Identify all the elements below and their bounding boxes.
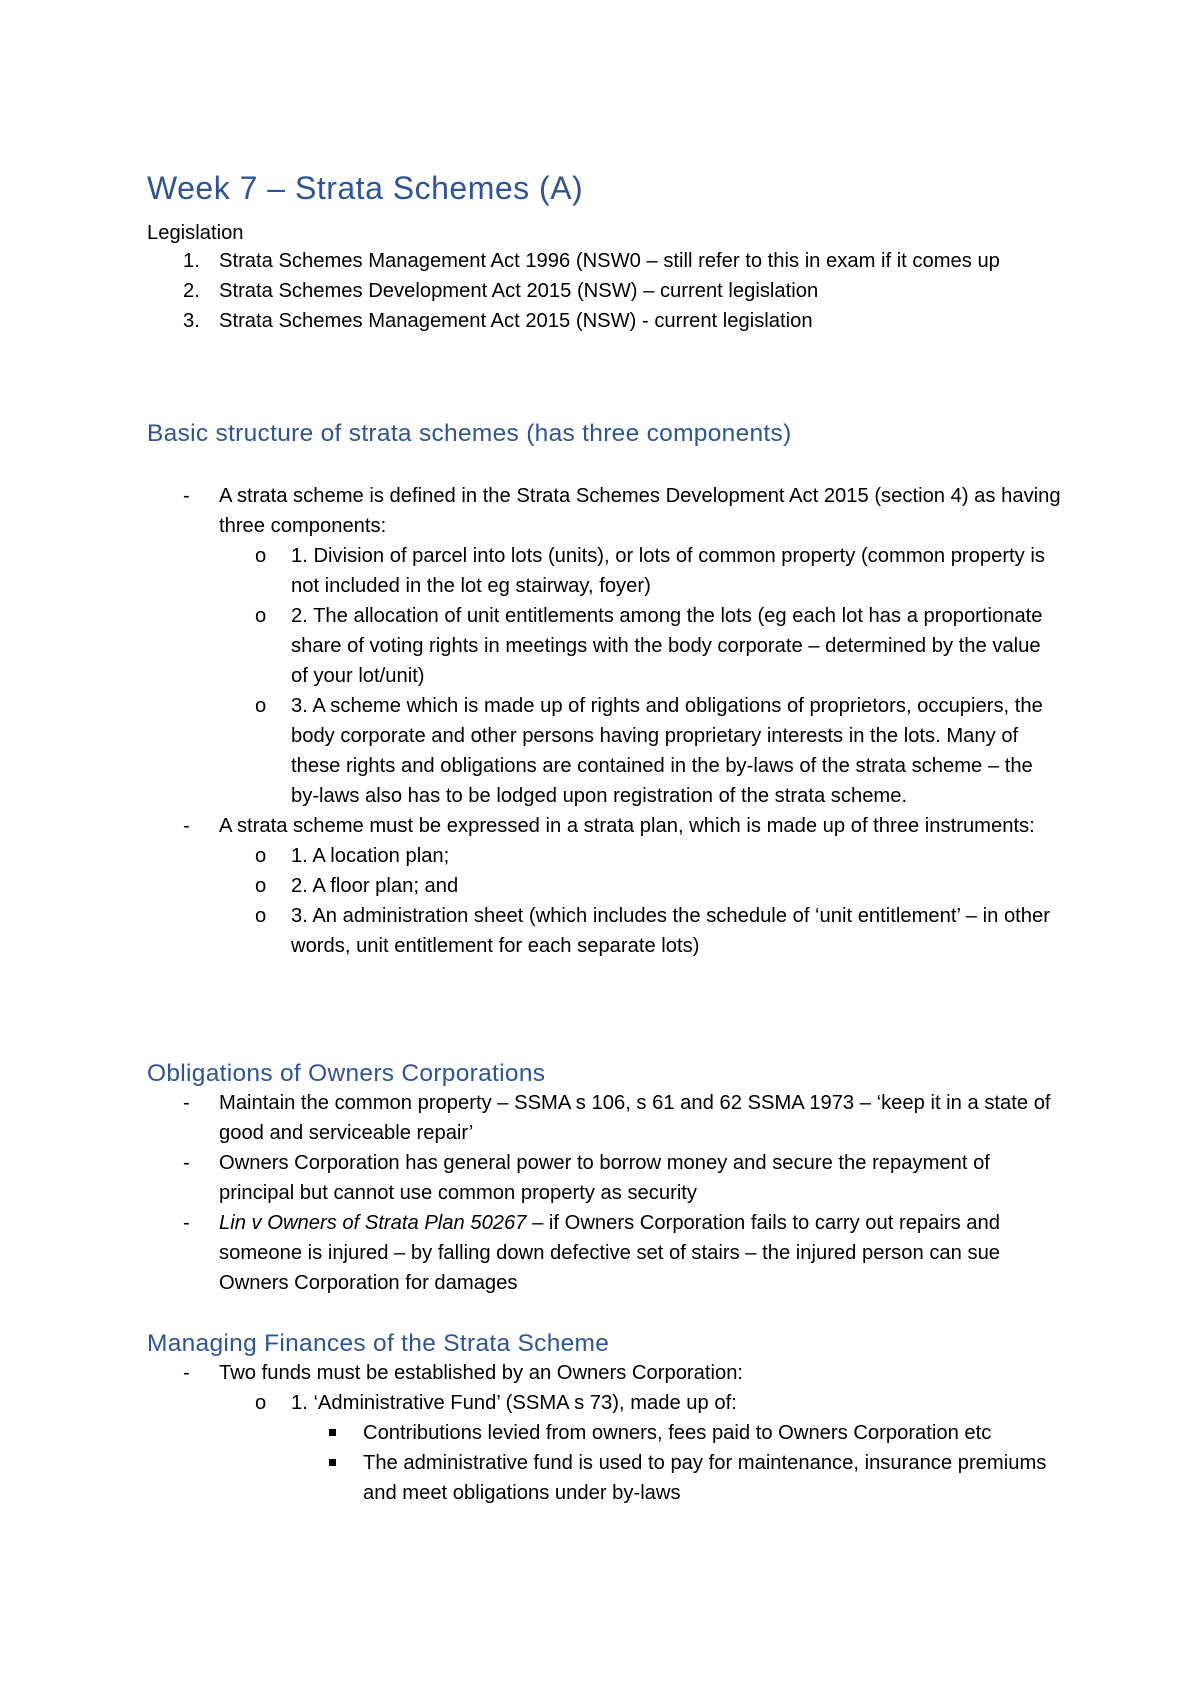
components-sublist — [219, 541, 1062, 811]
list-item: - A strata scheme must be expressed in a strata plan, which is made up of three instruments: o 1. A location plan; o 2. A floor plan; and o 3. An administration sheet (which includes the schedule of ‘unit entitlement’ – in other words, unit entitlement for each separate lots) — [147, 811, 1062, 961]
fund-points-list — [291, 1418, 1062, 1508]
section-heading-obligations: Obligations of Owners Corporations — [147, 1060, 546, 1087]
case-name: Lin v Owners of Strata Plan 50267 — [219, 1212, 527, 1234]
square-bullet-icon — [329, 1429, 336, 1436]
list-item: - Owners Corporation has general power to borrow money and secure the repayment of principal but cannot use common property as security — [183, 1152, 990, 1204]
section-heading-finances: Managing Finances of the Strata Scheme — [147, 1330, 610, 1357]
legislation-label: Legislation — [147, 222, 244, 244]
list-item: - A strata scheme is defined in the Strata Schemes Development Act 2015 (section 4) as having three components: o 1. Division of parcel into lots (units), or lots of common property (common property is not included in the lot eg stairway, foyer) o 2. The allocation of unit entitlements among the lots (eg each lot has a proportionate share of voting rights in meetings with the body corporate – determined by the value of your lot/unit) o 3. A scheme which is made up of rights and obligations of proprietors, occupiers, the body corporate and other persons having proprietary interests in the lots. Many of these rights and obligations are contained in the by-laws of the strata scheme – the by-laws also has to be lodged upon registration of the strata scheme. — [147, 481, 1062, 811]
list-item: o 1. ‘Administrative Fund’ (SSMA s 73), made up of: Contributions levied from owners, fees paid to Owners Corporation etc The administrative fund is used to pay for maintenance, insurance premiums and meet obligations under by-laws — [219, 1388, 1062, 1508]
list-item: 3. Strata Schemes Management Act 2015 (NSW) - current legislation — [183, 310, 813, 332]
list-item: - Lin v Owners of Strata Plan 50267 – if Owners Corporation fails to carry out repairs and someone is injured – by falling down defective set of stairs – the injured person can sue Owners Corporation for damages — [183, 1212, 1001, 1294]
obligations-list — [147, 1088, 1062, 1298]
list-item: - Maintain the common property – SSMA s 106, s 61 and 62 SSMA 1973 – ‘keep it in a state of good and serviceable repair’ — [183, 1092, 1051, 1144]
list-item: The administrative fund is used to pay for maintenance, insurance premiums and meet obligations under by-laws — [291, 1448, 1062, 1508]
list-item: - Two funds must be established by an Owners Corporation: o 1. ‘Administrative Fund’ (SSMA s 73), made up of: Contributions levied from owners, fees paid to Owners Corporation etc The administrative fund is used to pay for maintenance, insurance premiums and meet obligations under by-laws — [147, 1358, 1062, 1508]
section-heading-basic-structure: Basic structure of strata schemes (has three components) — [147, 420, 792, 447]
list-item: o 3. An administration sheet (which includes the schedule of ‘unit entitlement’ – in other words, unit entitlement for each separate lots) — [255, 905, 1050, 957]
finances-list — [147, 1358, 1062, 1508]
basic-structure-list — [147, 481, 1062, 961]
list-item: o 2. The allocation of unit entitlements among the lots (eg each lot has a proportionate share of voting rights in meetings with the body corporate – determined by the value of your lot/unit) — [255, 605, 1043, 687]
funds-sublist — [219, 1388, 1062, 1508]
list-item: 1. Strata Schemes Management Act 1996 (NSW0 – still refer to this in exam if it comes up — [183, 250, 1000, 272]
list-item: o 1. Division of parcel into lots (units), or lots of common property (common property is not included in the lot eg stairway, foyer) — [255, 545, 1045, 597]
instruments-sublist — [219, 841, 1062, 961]
list-item: o 2. A floor plan; and — [255, 875, 459, 897]
page-title: Week 7 – Strata Schemes (A) — [147, 170, 584, 206]
list-item: o 3. A scheme which is made up of rights and obligations of proprietors, occupiers, the body corporate and other persons having proprietary interests in the lots. Many of these rights and obligations are contained in the by-laws of the strata scheme – the by-laws also has to be lodged upon registration of the strata scheme. — [255, 695, 1043, 807]
legislation-list — [147, 246, 1062, 336]
list-item: 2. Strata Schemes Development Act 2015 (NSW) – current legislation — [183, 280, 819, 302]
list-item: Contributions levied from owners, fees paid to Owners Corporation etc — [291, 1418, 1062, 1448]
square-bullet-icon — [329, 1459, 336, 1466]
list-item: o 1. A location plan; — [255, 845, 450, 867]
